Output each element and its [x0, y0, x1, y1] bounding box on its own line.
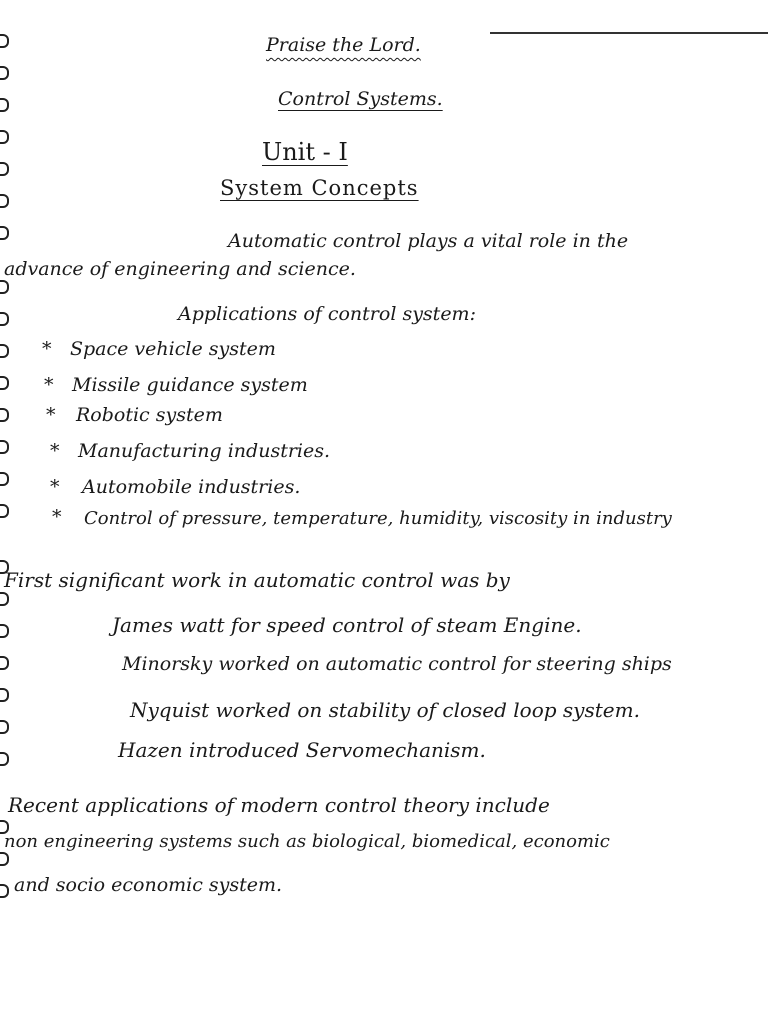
binding-ring: [0, 624, 9, 638]
history-line-3: Minorsky worked on automatic control for steering ships: [122, 653, 672, 675]
chapter-title: System Concepts: [220, 176, 419, 200]
unit-title: Unit - I: [262, 138, 348, 166]
list-item: Manufacturing industries.: [78, 440, 331, 462]
bullet-star: *: [42, 338, 52, 360]
binding-ring: [0, 592, 9, 606]
binding-ring: [0, 280, 9, 294]
bullet-star: *: [44, 374, 54, 396]
binding-ring: [0, 344, 9, 358]
list-item: Space vehicle system: [70, 338, 276, 360]
binding-ring: [0, 752, 9, 766]
history-line-4: Nyquist worked on stability of closed loop system.: [130, 698, 640, 722]
intro-line-1: Automatic control plays a vital role in the: [228, 230, 629, 252]
praise-heading: Praise the Lord.: [266, 34, 421, 56]
recent-line-2: non engineering systems such as biological, biomedical, economic: [4, 831, 610, 852]
list-item: Automobile industries.: [82, 476, 301, 498]
binding-ring: [0, 66, 9, 80]
bullet-star: *: [50, 476, 60, 498]
binding-ring: [0, 376, 9, 390]
binding-ring: [0, 408, 9, 422]
history-line-1: First significant work in automatic control was by: [4, 568, 510, 592]
binding-ring: [0, 504, 9, 518]
applications-heading: Applications of control system:: [178, 303, 476, 325]
bullet-star: *: [46, 404, 56, 426]
binding-ring: [0, 130, 9, 144]
list-item: Missile guidance system: [72, 374, 308, 396]
recent-line-1: Recent applications of modern control theory include: [8, 793, 550, 817]
page-top-rule: [490, 32, 768, 34]
recent-line-3: and socio economic system.: [14, 874, 283, 896]
binding-ring: [0, 194, 9, 208]
list-item: Control of pressure, temperature, humidity, viscosity in industry: [84, 508, 672, 529]
bullet-star: *: [50, 440, 60, 462]
binding-ring: [0, 884, 9, 898]
binding-ring: [0, 688, 9, 702]
binding-ring: [0, 656, 9, 670]
bullet-star: *: [52, 506, 62, 528]
history-line-5: Hazen introduced Servomechanism.: [118, 738, 486, 762]
binding-ring: [0, 312, 9, 326]
binding-ring: [0, 98, 9, 112]
binding-ring: [0, 440, 9, 454]
binding-ring: [0, 34, 9, 48]
history-line-2: James watt for speed control of steam Engine.: [112, 613, 582, 637]
course-title: Control Systems.: [278, 88, 443, 110]
binding-ring: [0, 226, 9, 240]
binding-ring: [0, 720, 9, 734]
binding-ring: [0, 162, 9, 176]
intro-line-2: advance of engineering and science.: [4, 258, 356, 280]
binding-ring: [0, 472, 9, 486]
binding-ring: [0, 852, 9, 866]
list-item: Robotic system: [76, 404, 223, 426]
